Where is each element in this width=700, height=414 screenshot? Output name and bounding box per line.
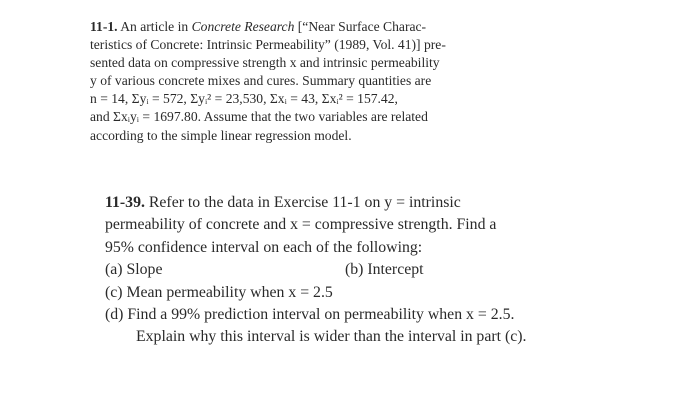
exercise-11-1-line-1 (90, 18, 520, 36)
journal-title: Concrete Research (191, 19, 295, 34)
part-b-intercept: (b) Intercept (345, 261, 424, 279)
part-d-prediction-interval: (d) Find a 99% prediction interval on permeability when x = 2.5. (105, 306, 515, 324)
summary-quantities: n = 14, Σyᵢ = 572, Σyᵢ² = 23,530, Σxᵢ = 43, Σxᵢ² = 157.42, (90, 91, 398, 107)
parts-a-b-row (105, 259, 625, 281)
exercise-11-1-line-2: teristics of Concrete: Intrinsic Permeability” (1989, Vol. 41)] pre- (90, 37, 446, 53)
exercise-11-39 (105, 192, 625, 349)
exercise-number: 11-39. (105, 194, 145, 211)
exercise-11-1-line-3: sented data on compressive strength x and intrinsic permeability (90, 55, 440, 71)
exercise-11-39-line-3: 95% confidence interval on each of the following: (105, 238, 423, 256)
intro-text: An article in (117, 19, 192, 34)
exercise-11-39-line-2: permeability of concrete and x = compressive strength. Find a (105, 216, 497, 234)
part-c-mean-permeability: (c) Mean permeability when x = 2.5 (105, 283, 333, 301)
exercise-11-1-line-4: y of various concrete mixes and cures. Summary quantities are (90, 73, 432, 89)
part-a-slope: (a) Slope (105, 261, 163, 279)
part-d-explanation: Explain why this interval is wider than the interval in part (c). (136, 328, 527, 346)
exercise-number: 11-1. (90, 19, 118, 34)
article-title-start: [“Near Surface Charac- (294, 19, 427, 34)
exercise-11-39-line-1 (105, 192, 625, 214)
exercise-11-1 (90, 18, 520, 145)
summary-quantities-cont: and Σxᵢyᵢ = 1697.80. Assume that the two variables are related (90, 109, 428, 125)
question-text: Refer to the data in Exercise 11-1 on y = intrinsic (144, 194, 461, 211)
exercise-11-1-line-7: according to the simple linear regression model. (90, 127, 352, 143)
